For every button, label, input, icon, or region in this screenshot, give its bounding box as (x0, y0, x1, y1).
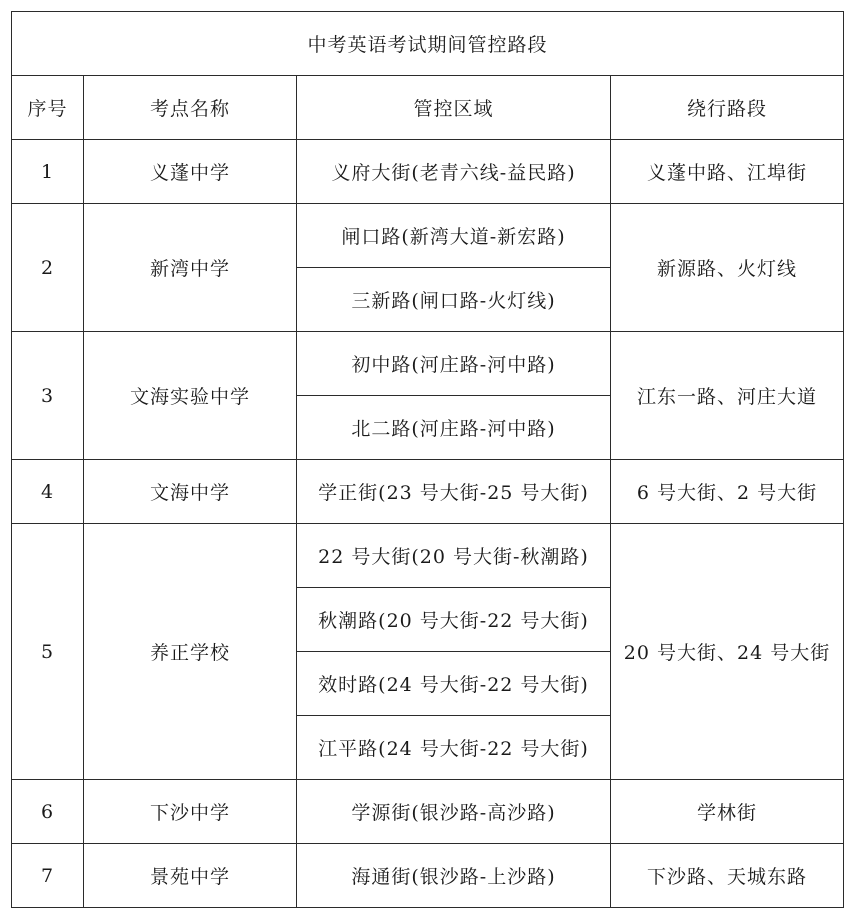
title-row (12, 12, 844, 76)
school-name: 下沙中学 (84, 780, 297, 844)
detour-route: 江东一路、河庄大道 (611, 332, 844, 460)
row-number: 5 (12, 524, 84, 780)
control-area: 秋潮路(20 号大街-22 号大街) (297, 588, 611, 652)
control-area: 学源街(银沙路-高沙路) (297, 780, 611, 844)
school-name: 新湾中学 (84, 204, 297, 332)
control-area: 北二路(河庄路-河中路) (297, 396, 611, 460)
control-area: 江平路(24 号大街-22 号大街) (297, 716, 611, 780)
table-row (12, 140, 844, 204)
header-area: 管控区域 (297, 76, 611, 140)
header-row (12, 76, 844, 140)
control-area: 闸口路(新湾大道-新宏路) (297, 204, 611, 268)
school-name: 义蓬中学 (84, 140, 297, 204)
header-detour: 绕行路段 (611, 76, 844, 140)
header-no: 序号 (12, 76, 84, 140)
table-row (12, 204, 844, 268)
control-area: 初中路(河庄路-河中路) (297, 332, 611, 396)
table-title: 中考英语考试期间管控路段 (12, 12, 844, 76)
row-number: 1 (12, 140, 84, 204)
control-area: 义府大街(老青六线-益民路) (297, 140, 611, 204)
school-name: 景苑中学 (84, 844, 297, 908)
detour-route: 义蓬中路、江埠街 (611, 140, 844, 204)
control-area: 学正街(23 号大街-25 号大街) (297, 460, 611, 524)
control-area: 三新路(闸口路-火灯线) (297, 268, 611, 332)
control-area: 效时路(24 号大街-22 号大街) (297, 652, 611, 716)
detour-route: 新源路、火灯线 (611, 204, 844, 332)
row-number: 4 (12, 460, 84, 524)
school-name: 文海中学 (84, 460, 297, 524)
school-name: 文海实验中学 (84, 332, 297, 460)
row-number: 7 (12, 844, 84, 908)
row-number: 3 (12, 332, 84, 460)
table-row (12, 524, 844, 588)
table-row (12, 844, 844, 908)
control-area: 22 号大街(20 号大街-秋潮路) (297, 524, 611, 588)
row-number: 2 (12, 204, 84, 332)
table-row (12, 332, 844, 396)
detour-route: 6 号大街、2 号大街 (611, 460, 844, 524)
control-area: 海通街(银沙路-上沙路) (297, 844, 611, 908)
control-sections-table (11, 11, 844, 908)
header-school: 考点名称 (84, 76, 297, 140)
detour-route: 下沙路、天城东路 (611, 844, 844, 908)
row-number: 6 (12, 780, 84, 844)
table-row (12, 780, 844, 844)
table-row (12, 460, 844, 524)
school-name: 养正学校 (84, 524, 297, 780)
detour-route: 20 号大街、24 号大街 (611, 524, 844, 780)
detour-route: 学林街 (611, 780, 844, 844)
